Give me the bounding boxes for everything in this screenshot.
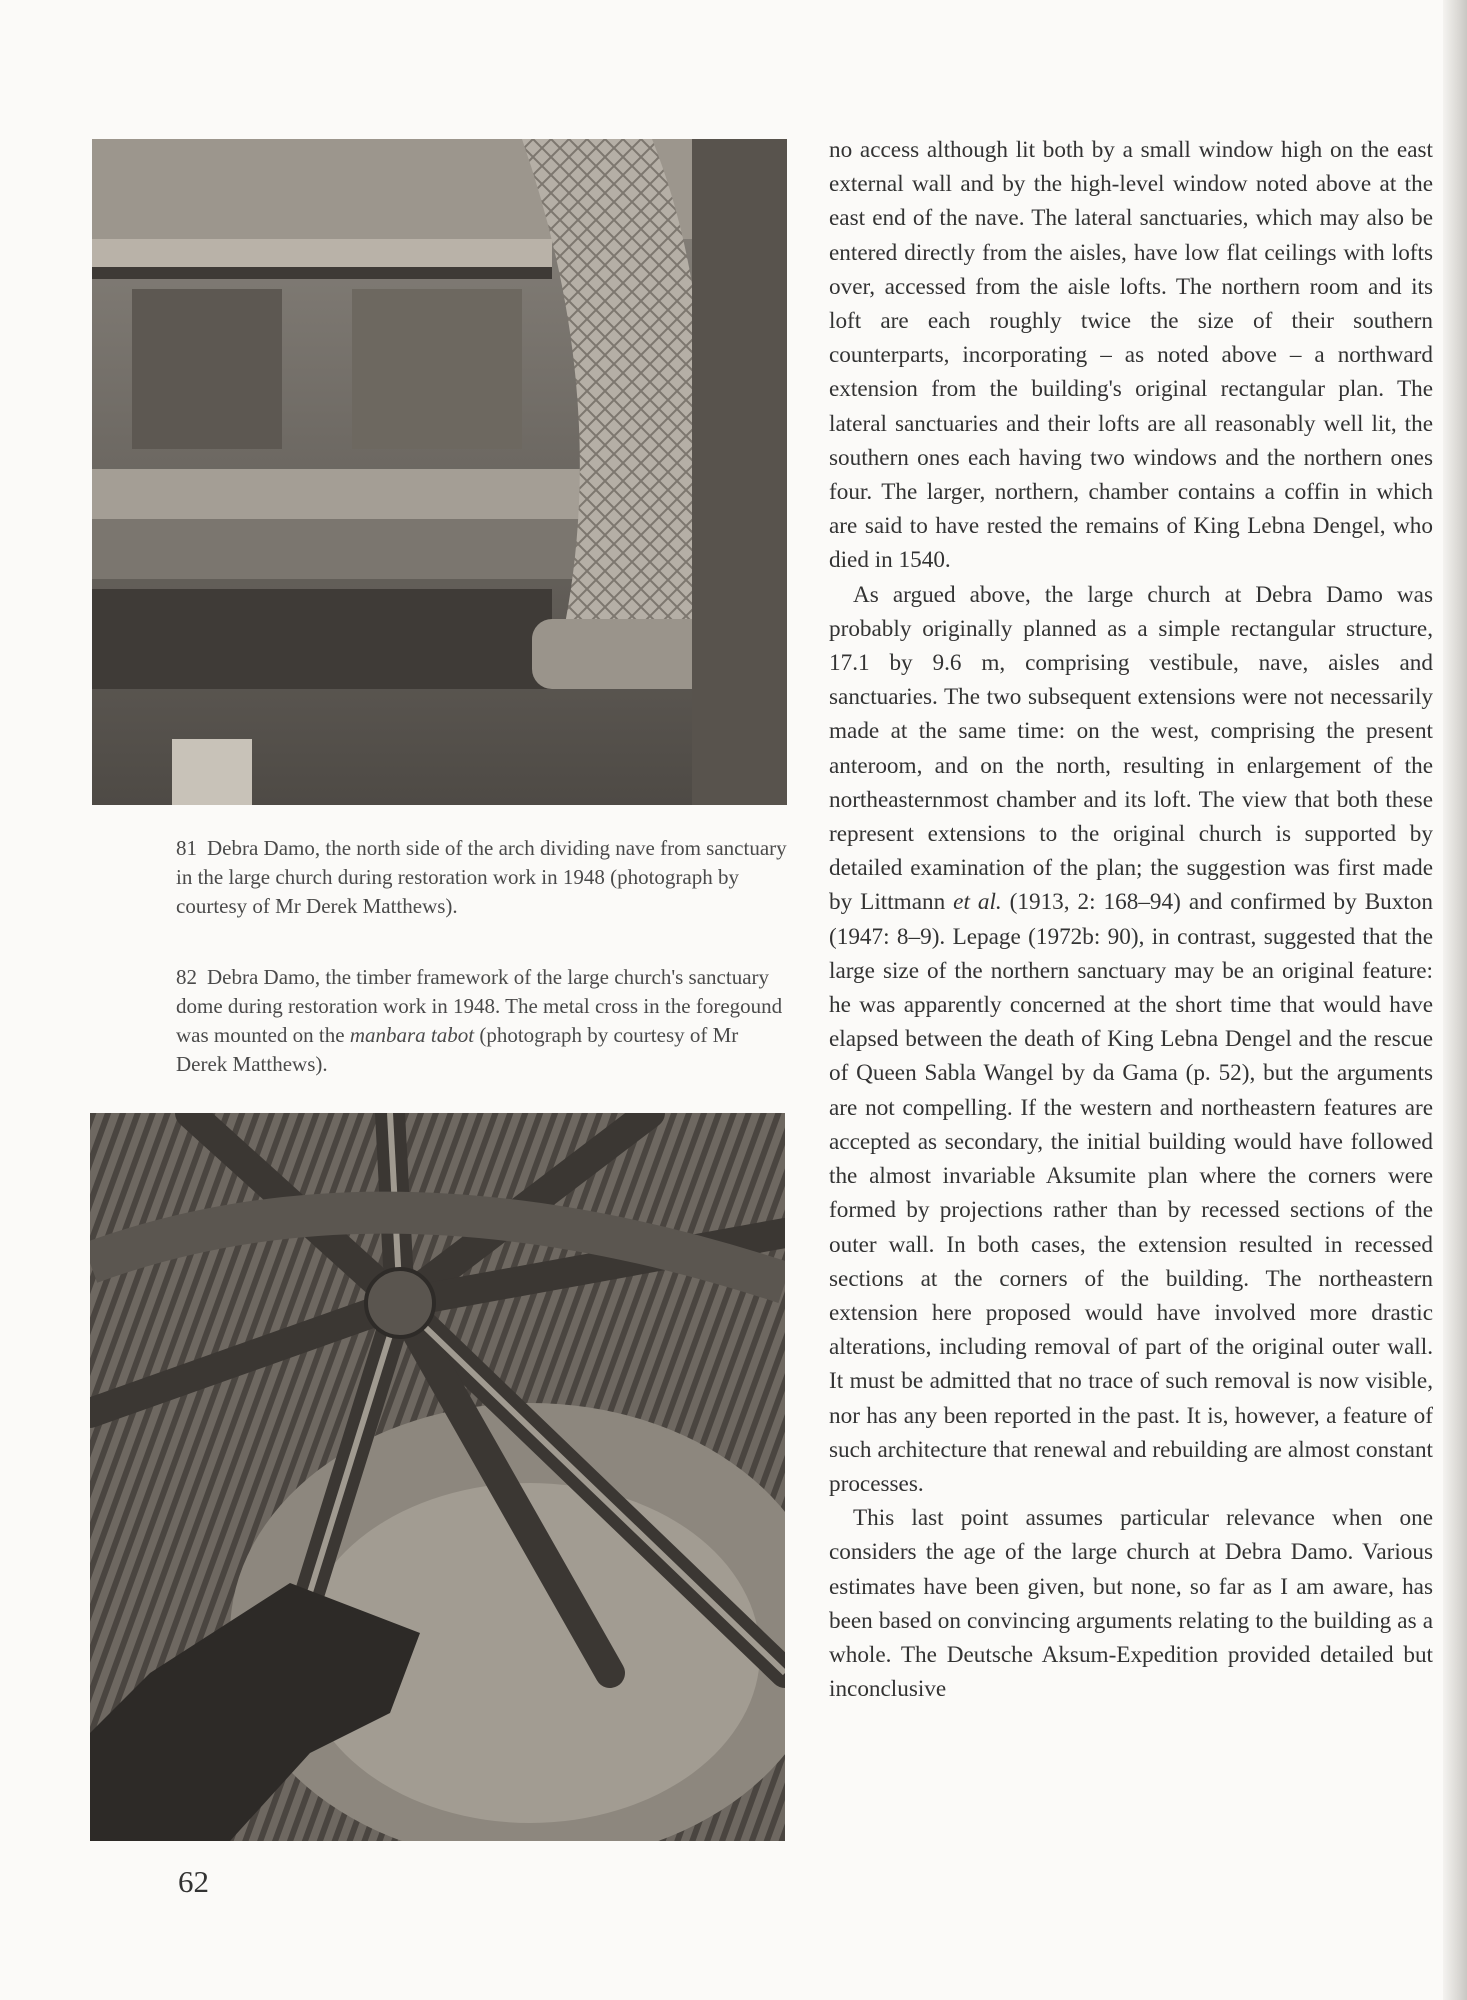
figure-82-caption-italic: manbara tabot [349, 1023, 475, 1047]
figure-82-caption [176, 963, 788, 1079]
body-text-column [829, 133, 1433, 1706]
figure-81-number: 81 [176, 836, 197, 860]
figure-81-photo [92, 139, 787, 805]
figure-82-photo [90, 1113, 785, 1841]
figure-82-caption-text-b: (photograph by courtesy of Mr Derek Matthews). [176, 1023, 739, 1076]
body-paragraph-2-italic: et al. [953, 889, 1002, 916]
body-paragraph-1: no access although lit both by a small window high on the east external wall and by the high-level window noted above at the east end of the nave. The lateral sanctuaries, which may also be entered directly from the aisles, have low flat ceilings with lofts over, accessed from the aisle lofts. The northern room and its loft are each roughly twice the size of their southern counterparts, incorporating – as noted above – a northward extension from the building's original rectangular plan. The lateral sanctuaries and their lofts are all reasonably well lit, the southern ones each having two windows and the northern ones four. The larger, northern, chamber contains a coffin in which are said to have rested the remains of King Lebna Dengel, who died in 1540. [829, 137, 1433, 574]
figure-82-number: 82 [176, 965, 197, 989]
dome-photo-illustration [90, 1113, 785, 1841]
page-number: 62 [178, 1864, 209, 1899]
figure-81-caption-text: Debra Damo, the north side of the arch dividing nave from sanctuary in the large church during restoration work in 1948 (photograph by courtesy of Mr Derek Matthews). [176, 836, 787, 918]
body-paragraph-3: This last point assumes particular relevance when one considers the age of the large church at Debra Damo. Various estimates have been given, but none, so far as I am aware, has been based on convincing arguments relating to the building as a whole. The Deutsche Aksum-Expedition provided detailed but inconclusive [829, 1505, 1433, 1703]
arch-photo-illustration [92, 139, 787, 805]
body-paragraph-2-part-b: (1913, 2: 168–94) and confirmed by Buxton (1947: 8–9). Lepage (1972b: 90), in contrast, suggested that the large size of the northern sanctuary may be an original feature: he was apparently concerned at the short time that would have elapsed between the death of King Lebna Dengel and the rescue of Queen Sabla Wangel by da Gama (p. 52), but the arguments are not compelling. If the western and northeastern features are accepted as secondary, the initial building would have followed the almost invariable Aksumite plan where the corners were formed by projections rather than by recessed sections of the outer wall. In both cases, the extension resulted in recessed sections at the corners of the building. The northeastern extension here proposed would have involved more drastic alterations, including removal of part of the original outer wall. It must be admitted that no trace of such removal is now visible, nor has any been reported in the past. It is, however, a feature of such architecture that renewal and rebuilding are almost constant processes. [829, 889, 1433, 1497]
figure-81-caption [176, 834, 788, 921]
body-paragraph-2 [829, 578, 1433, 1501]
page-edge-shadow [1443, 0, 1467, 2000]
body-paragraph-2-part-a: As argued above, the large church at Debra Damo was probably originally planned as a simple rectangular structure, 17.1 by 9.6 m, comprising vestibule, nave, aisles and sanctuaries. The two subsequent extensions were not necessarily made at the same time: on the west, comprising the present anteroom, and on the north, resulting in enlargement of the northeasternmost chamber and its loft. The view that both these represent extensions to the original church is supported by detailed examination of the plan; the suggestion was first made by Littmann [829, 581, 1433, 916]
figure-82-caption-text-a: Debra Damo, the timber framework of the large church's sanctuary dome during restoration work in 1948. The metal cross in the foregound was mounted on the [176, 965, 783, 1047]
